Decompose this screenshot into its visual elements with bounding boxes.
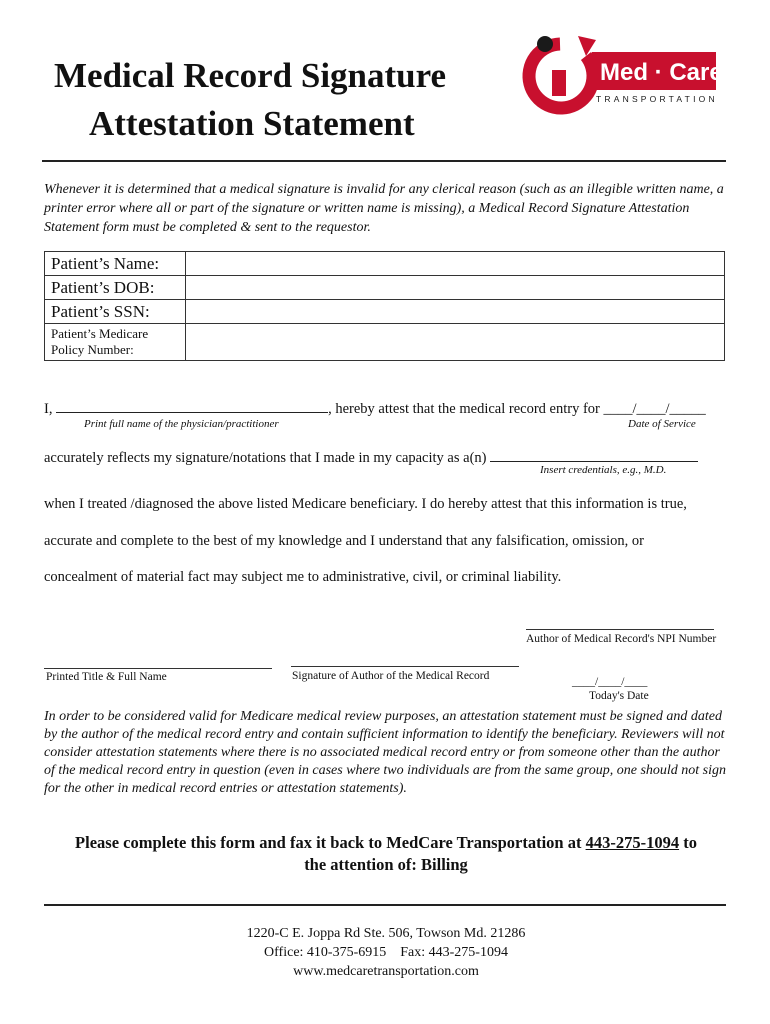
patient-name-label: Patient’s Name: xyxy=(45,252,186,276)
title-line-2: Attestation Statement xyxy=(89,104,415,143)
npi-label: Author of Medical Record's NPI Number xyxy=(526,633,717,645)
table-row xyxy=(45,276,725,300)
footer-rule xyxy=(44,904,726,906)
logo-bar xyxy=(552,70,566,96)
attest-para-1: when I treated /diagnosed the above listed Medicare beneficiary. I do hereby attest that this information is true, xyxy=(44,496,687,512)
svg-text:Med · Care: Med · Care xyxy=(600,59,723,86)
patient-medicare-label: Patient’s Medicare Policy Number: xyxy=(45,324,186,361)
patient-ssn-field[interactable] xyxy=(186,300,725,324)
patient-medicare-field[interactable] xyxy=(186,324,725,361)
patient-dob-field[interactable] xyxy=(186,276,725,300)
todays-date-label: Today's Date xyxy=(589,690,649,702)
fax-number-link[interactable]: 443-275-1094 xyxy=(585,833,680,852)
logo-brand-care: Care xyxy=(669,59,723,86)
footer-website[interactable]: www.medcaretransportation.com xyxy=(293,964,479,979)
fax-instructions xyxy=(44,832,728,876)
patient-dob-label: Patient’s DOB: xyxy=(45,276,186,300)
attest-para-3: concealment of material fact may subject me to administrative, civil, or criminal liability. xyxy=(44,569,562,585)
table-row xyxy=(45,300,725,324)
cta-text-after: to xyxy=(679,833,697,852)
todays-date-field[interactable]: ____/____/____ xyxy=(572,676,648,688)
cta-text: Please complete this form and fax it back to MedCare Transportation at xyxy=(75,833,586,852)
logo-brand-med: Med xyxy=(600,59,648,86)
cta-line-2: the attention of: Billing xyxy=(304,855,468,874)
table-row xyxy=(45,324,725,361)
attest-prefix: I, xyxy=(44,401,53,417)
credentials-caption: Insert credentials, e.g., M.D. xyxy=(540,464,667,476)
date-of-service-caption: Date of Service xyxy=(628,418,696,430)
intro-text: Whenever it is determined that a medical signature is invalid for any clerical reason (such as an illegible written name, a printer error where all or part of the signature or written name is missing), a Medical Record Signature Attestation Statement form must be completed & sent to the requestor. xyxy=(44,182,724,235)
patient-name-field[interactable] xyxy=(186,252,725,276)
patient-info-table xyxy=(44,251,725,361)
table-row xyxy=(45,252,725,276)
printed-title-line[interactable] xyxy=(44,668,272,669)
npi-signature-line[interactable] xyxy=(526,629,714,630)
credentials-text: accurately reflects my signature/notations that I made in my capacity as a(n) xyxy=(44,450,487,466)
author-signature-line[interactable] xyxy=(291,666,519,667)
footer-phones: Office: 410-375-6915 Fax: 443-275-1094 xyxy=(264,945,508,960)
medcare-logo xyxy=(516,30,726,118)
title-line-1: Medical Record Signature xyxy=(54,56,447,95)
date-of-service-field[interactable]: ____/____/_____ xyxy=(603,401,706,417)
footer xyxy=(44,924,728,981)
author-signature-label: Signature of Author of the Medical Record xyxy=(292,670,490,682)
physician-name-field[interactable] xyxy=(56,398,328,413)
credentials-field[interactable] xyxy=(490,447,698,462)
footer-address: 1220-C E. Joppa Rd Ste. 506, Towson Md. 21286 xyxy=(246,926,526,941)
attest-hereby-text: , hereby attest that the medical record entry for xyxy=(328,401,600,417)
logo-tagline: TRANSPORTATION xyxy=(596,94,718,104)
header-rule xyxy=(42,160,726,162)
printed-title-label: Printed Title & Full Name xyxy=(46,671,167,683)
validity-notice: In order to be considered valid for Medicare medical review purposes, an attestation statement must be signed and dated by the author of the medical record entry and contain sufficient information to identify the beneficiary. Reviewers will not consider attestation statements where there is no associated medical record entry or from someone other than the author of the medical record entry in question (even in cases where two individuals are from the same group, one should not sign for the other in medical record entries or attestation statements). xyxy=(44,709,727,796)
logo-dot xyxy=(537,36,553,52)
medcare-logo-mark xyxy=(516,30,726,118)
page-title xyxy=(54,52,524,148)
physician-name-caption: Print full name of the physician/practitioner xyxy=(84,418,279,430)
patient-ssn-label: Patient’s SSN: xyxy=(45,300,186,324)
attest-para-2: accurate and complete to the best of my knowledge and I understand that any falsification, omission, or xyxy=(44,533,644,549)
attest-line-1 xyxy=(44,398,728,418)
